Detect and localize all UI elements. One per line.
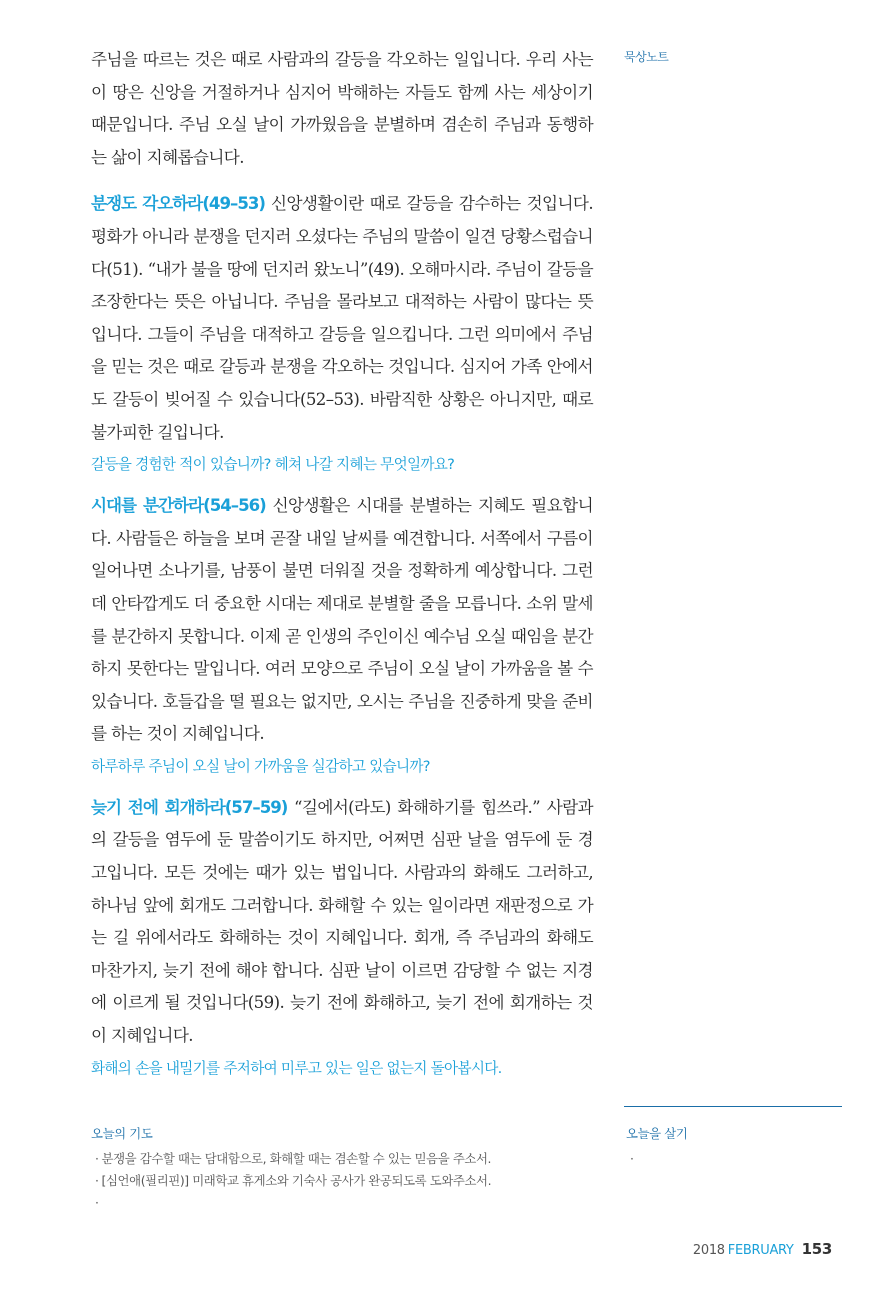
section-paragraph xyxy=(91,490,593,751)
section-body: 신앙생활이란 때로 갈등을 감수하는 것입니다. 평화가 아니라 분쟁을 던지러 오셨다는 주님의 말씀이 일견 당황스럽습니다(51). “내가 불을 땅에 던지러 왔노니”(49). 오해마시라. 주님이 갈등을 조장한다는 뜻은 아닙니다. 주님을 몰라보고 대적하는 사람이 많다는 뜻입니다. 그들이 주님을 대적하고 갈등을 일으킵니다. 그런 의미에서 주님을 믿는 것은 때로 갈등과 분쟁을 각오하는 것입니다. 심지어 가족 안에서도 갈등이 빚어질 수 있습니다(52–53). 바람직한 상황은 아니지만, 때로 불가피한 길입니다. xyxy=(91,194,593,442)
today-live-box xyxy=(626,1124,846,1170)
section-heading: 분쟁도 각오하라(49–53) xyxy=(91,194,265,214)
section-body: 신앙생활은 시대를 분별하는 지혜도 필요합니다. 사람들은 하늘을 보며 곧잘 내일 날씨를 예견합니다. 서쪽에서 구름이 일어나면 소나기를, 남풍이 불면 더워질 것을 정확하게 예상합니다. 그런데 안타깝게도 더 중요한 시대는 제대로 분별할 줄을 모릅니다. 소위 말세를 분간하지 못합니다. 이제 곧 인생의 주인이신 예수님 오실 때임을 분간하지 못한다는 말입니다. 여러 모양으로 주님이 오실 날이 가까움을 볼 수 있습니다. 호들갑을 떨 필요는 없지만, 오시는 주님을 진중하게 맞을 준비를 하는 것이 지혜입니다. xyxy=(91,496,593,744)
section-paragraph xyxy=(91,188,593,449)
side-label: 묵상노트 xyxy=(624,50,669,64)
prayer-item: · 분쟁을 감수할 때는 담대함으로, 화해할 때는 겸손할 수 있는 믿음을 주소서. xyxy=(95,1151,492,1166)
prayer-item: · xyxy=(95,1195,99,1210)
section-heading: 늦기 전에 회개하라(57–59) xyxy=(91,797,288,817)
prayer-box xyxy=(91,1124,591,1214)
today-live-title: 오늘을 살기 xyxy=(626,1126,688,1141)
page-number: 153 xyxy=(801,1240,832,1258)
section-2 xyxy=(91,490,593,782)
section-question: 화해의 손을 내밀기를 주저하여 미루고 있는 일은 없는지 돌아봅시다. xyxy=(91,1059,502,1077)
page-footer xyxy=(693,1240,832,1258)
section-3 xyxy=(91,792,593,1084)
main-text xyxy=(91,44,593,1094)
intro-paragraph: 주님을 따르는 것은 때로 사람과의 갈등을 각오하는 일입니다. 우리 사는 이 땅은 신앙을 거절하거나 심지어 박해하는 자들도 함께 사는 세상이기 때문입니다. 주님 오실 날이 가까웠음을 분별하며 겸손히 주님과 동행하는 삶이 지혜롭습니다. xyxy=(91,50,593,167)
section-question: 하루하루 주님이 오실 날이 가까움을 실감하고 있습니까? xyxy=(91,757,430,775)
prayer-list xyxy=(91,1148,591,1214)
footer-year: 2018 xyxy=(692,1243,725,1258)
section-heading: 시대를 분간하라(54–56) xyxy=(91,496,266,516)
divider-line xyxy=(624,1106,842,1107)
prayer-title: 오늘의 기도 xyxy=(91,1126,153,1141)
section-question: 갈등을 경험한 적이 있습니까? 헤쳐 나갈 지혜는 무엇일까요? xyxy=(91,456,455,474)
prayer-item: · [심언애(필리핀)] 미래학교 휴게소와 기숙사 공사가 완공되도록 도와주소서. xyxy=(95,1173,492,1188)
section-1 xyxy=(91,188,593,480)
today-live-item: · xyxy=(630,1151,634,1166)
footer-month: FEBRUARY xyxy=(727,1243,794,1258)
section-body: “길에서(라도) 화해하기를 힘쓰라.” 사람과의 갈등을 염두에 둔 말씀이기도 하지만, 어쩌면 심판 날을 염두에 둔 경고입니다. 모든 것에는 때가 있는 법입니다. 사람과의 화해도 그러하고, 하나님 앞에 회개도 그러합니다. 화해할 수 있는 일이라면 재판정으로 가는 길 위에서라도 화해하는 것이 지혜입니다. 회개, 즉 주님과의 화해도 마찬가지, 늦기 전에 해야 합니다. 심판 날이 이르면 감당할 수 없는 지경에 이르게 될 것입니다(59). 늦기 전에 화해하고, 늦기 전에 회개하는 것이 지혜입니다. xyxy=(91,797,593,1046)
section-paragraph xyxy=(91,792,593,1053)
